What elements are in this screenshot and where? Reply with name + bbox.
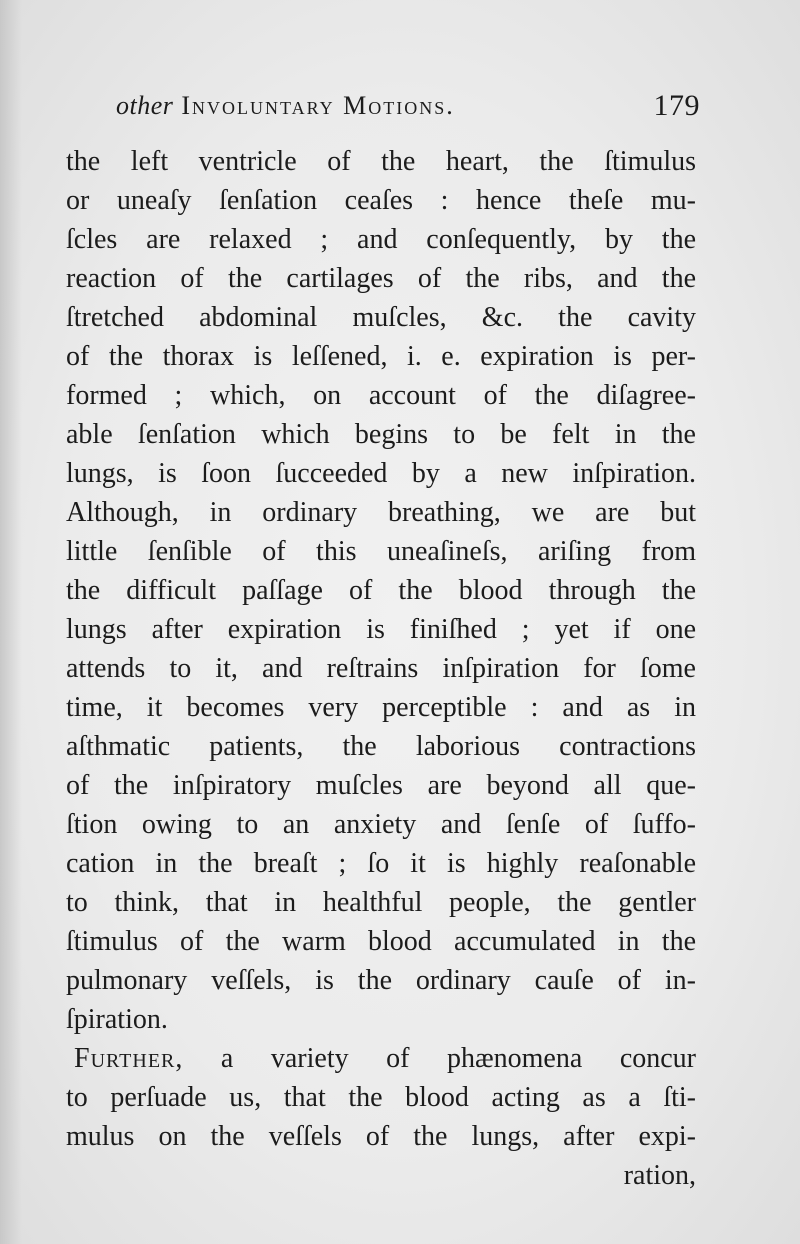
text-line: or uneaſy ſenſation ceaſes : hence theſe mu-	[66, 185, 696, 216]
catchword: ration,	[623, 1160, 696, 1191]
text-line: reaction of the cartilages of the ribs, and the	[66, 263, 696, 294]
text-line: ſpiration.	[66, 1004, 168, 1035]
header-italic-word: other	[116, 91, 174, 120]
text-line: to perſuade us, that the blood acting as a ſti-	[66, 1082, 696, 1113]
running-header	[116, 86, 700, 126]
text-line: of the thorax is leſſened, i. e. expiration is per-	[66, 341, 696, 372]
text-line: Although, in ordinary breathing, we are but	[66, 497, 696, 528]
text-line: to think, that in healthful people, the gentler	[66, 887, 696, 918]
body-text	[66, 142, 696, 1195]
text-line: pulmonary veſſels, is the ordinary cauſe of in-	[66, 965, 696, 996]
page-number: 179	[653, 89, 700, 122]
text-line: able ſenſation which begins to be felt in the	[66, 419, 696, 450]
text-line: formed ; which, on account of the diſagree-	[66, 380, 696, 411]
binding-shadow	[0, 0, 22, 1244]
text-line: cation in the breaſt ; ſo it is highly reaſonable	[66, 848, 696, 879]
text-line: the difficult paſſage of the blood through the	[66, 575, 696, 606]
text-line: lungs after expiration is finiſhed ; yet if one	[66, 614, 696, 645]
text-line: ſtion owing to an anxiety and ſenſe of ſuffo-	[66, 809, 696, 840]
text-line: ſtimulus of the warm blood accumulated in the	[66, 926, 696, 957]
text-line: lungs, is ſoon ſucceeded by a new inſpiration.	[66, 458, 696, 489]
text-line: attends to it, and reſtrains inſpiration for ſome	[66, 653, 696, 684]
text-line: time, it becomes very perceptible : and as in	[66, 692, 696, 723]
header-title: Involuntary Motions.	[181, 91, 455, 120]
text-line: the left ventricle of the heart, the ſtimulus	[66, 146, 696, 177]
text-fragment: a variety of phænomena concur	[220, 1043, 696, 1074]
paragraph-start-line	[66, 1039, 696, 1078]
text-line: ſtretched abdominal muſcles, &c. the cavity	[66, 302, 696, 333]
text-line: little ſenſible of this uneaſineſs, ariſing from	[66, 536, 696, 567]
text-line: ſcles are relaxed ; and conſequently, by the	[66, 224, 696, 255]
paragraph-lead-word: Further,	[74, 1043, 184, 1074]
text-line: of the inſpiratory muſcles are beyond all que-	[66, 770, 696, 801]
text-line: mulus on the veſſels of the lungs, after expi-	[66, 1121, 696, 1152]
text-line: aſthmatic patients, the laborious contractions	[66, 731, 696, 762]
